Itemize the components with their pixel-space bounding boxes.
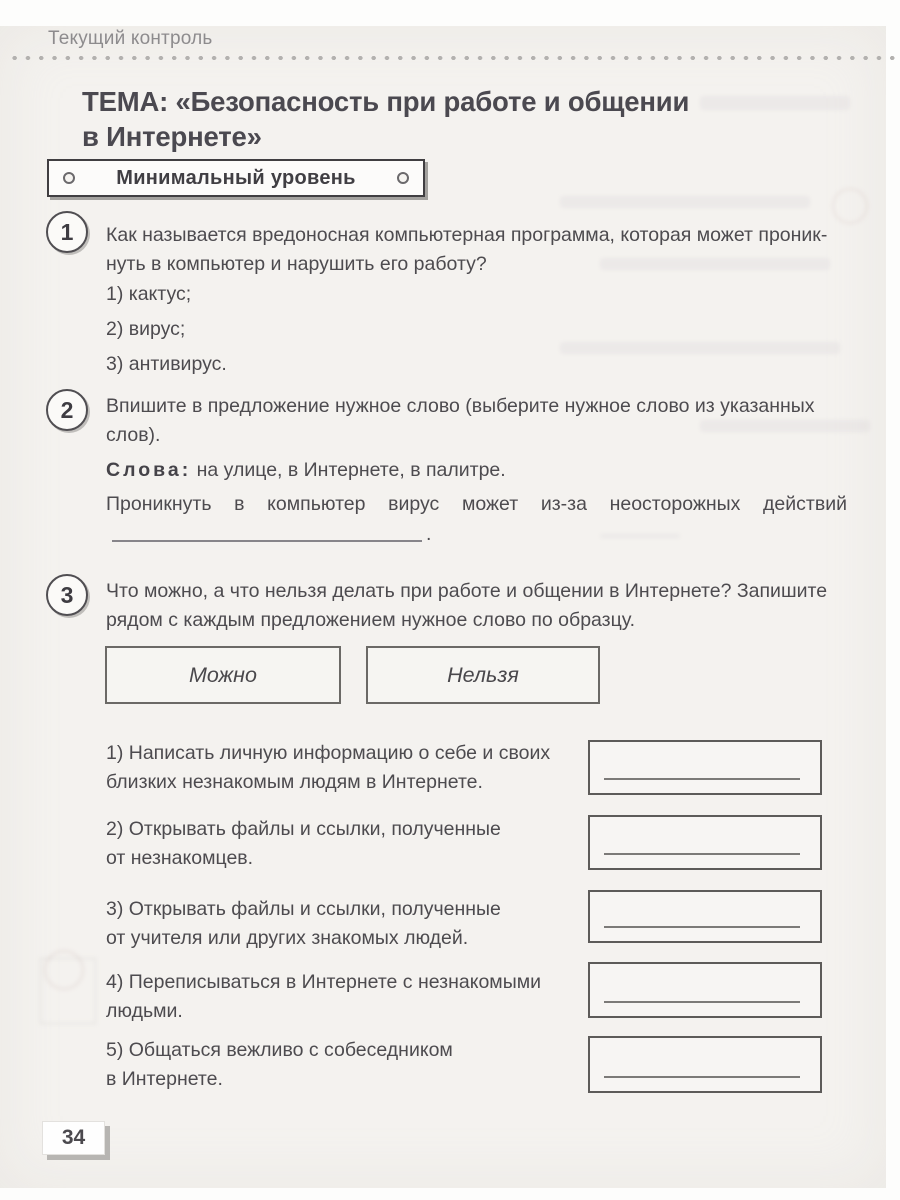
statement-item <box>106 968 541 1026</box>
page-number: 34 <box>61 1126 86 1149</box>
answer-write-line[interactable] <box>604 926 800 928</box>
statement-item <box>106 739 550 797</box>
dotted-divider <box>8 55 896 61</box>
question-2-text-line: слов). <box>106 424 161 446</box>
fill-in-sentence: Проникнуть в компьютер вирус может из-за неосторожных действий <box>106 493 847 515</box>
statement-line: 5) Общаться вежливо с собеседником <box>106 1039 453 1061</box>
question-1-number-badge <box>46 211 88 253</box>
word-bank-words: на улице, в Интернете, в палитре. <box>196 459 506 481</box>
answer-write-line[interactable] <box>604 1001 800 1003</box>
question-number: 3 <box>60 581 74 608</box>
question-1-text-line: Как называется вредоносная компьютерная программа, которая может проник- <box>106 224 828 246</box>
question-1-option: 1) кактус; <box>106 283 192 305</box>
answer-box-1[interactable] <box>588 740 822 795</box>
question-number: 1 <box>60 218 74 245</box>
answer-box-4[interactable] <box>588 962 822 1018</box>
answer-blank-line[interactable] <box>112 524 422 542</box>
statement-line: от незнакомцев. <box>106 847 254 869</box>
question-number: 2 <box>60 396 74 423</box>
statement-line: в Интернете. <box>106 1068 223 1090</box>
statement-item <box>106 1036 453 1094</box>
answer-box-5[interactable] <box>588 1036 822 1093</box>
topic-title-line: в Интернете» <box>82 121 262 152</box>
answer-write-line[interactable] <box>604 853 800 855</box>
screw-hole-icon <box>397 172 409 184</box>
word-bank-label: Слова: <box>106 459 192 481</box>
statement-line: близких незнакомым людям в Интернете. <box>106 771 483 793</box>
question-3-text <box>106 577 827 635</box>
statement-line: 4) Переписываться в Интернете с незнакомыми <box>106 971 542 993</box>
answer-write-line[interactable] <box>604 778 800 780</box>
statement-item <box>106 815 501 873</box>
question-3-number-badge <box>46 574 88 616</box>
statement-line: 2) Открывать файлы и ссылки, полученные <box>106 818 501 840</box>
answer-write-line[interactable] <box>604 1076 800 1078</box>
choice-box-mozhno: Можно <box>105 646 341 704</box>
question-3-text-line: рядом с каждым предложением нужное слово по образцу. <box>106 609 635 631</box>
statement-line: людьми. <box>106 1000 183 1022</box>
statement-item <box>106 895 501 953</box>
question-1-text-line: нуть в компьютер и нарушить его работу? <box>106 253 487 275</box>
level-label: Минимальный уровень <box>116 166 356 189</box>
question-1-option: 2) вирус; <box>106 318 186 340</box>
topic-title-line: ТЕМА: «Безопасность при работе и общении <box>82 86 690 117</box>
question-2-text <box>106 392 815 450</box>
answer-box-2[interactable] <box>588 815 822 870</box>
screw-hole-icon <box>63 172 75 184</box>
question-2-word-bank <box>106 456 506 485</box>
page-number-plate <box>42 1121 105 1155</box>
question-1-option: 3) антивирус. <box>106 353 227 375</box>
answer-box-3[interactable] <box>588 890 822 943</box>
statement-line: 1) Написать личную информацию о себе и своих <box>106 742 551 764</box>
question-2-text-line: Впишите в предложение нужное слово (выберите нужное слово из указанных <box>106 395 815 417</box>
topic-title <box>82 84 689 154</box>
level-plate <box>47 159 425 197</box>
question-2-number-badge <box>46 389 88 431</box>
question-3-text-line: Что можно, а что нельзя делать при работе и общении в Интернете? Запишите <box>106 580 828 602</box>
statement-line: от учителя или других знакомых людей. <box>106 927 469 949</box>
question-1-text <box>106 221 827 279</box>
statement-line: 3) Открывать файлы и ссылки, полученные <box>106 898 501 920</box>
blank-period: . <box>426 523 432 545</box>
choice-box-nelzya: Нельзя <box>366 646 600 704</box>
running-header: Текущий контроль <box>48 28 213 49</box>
